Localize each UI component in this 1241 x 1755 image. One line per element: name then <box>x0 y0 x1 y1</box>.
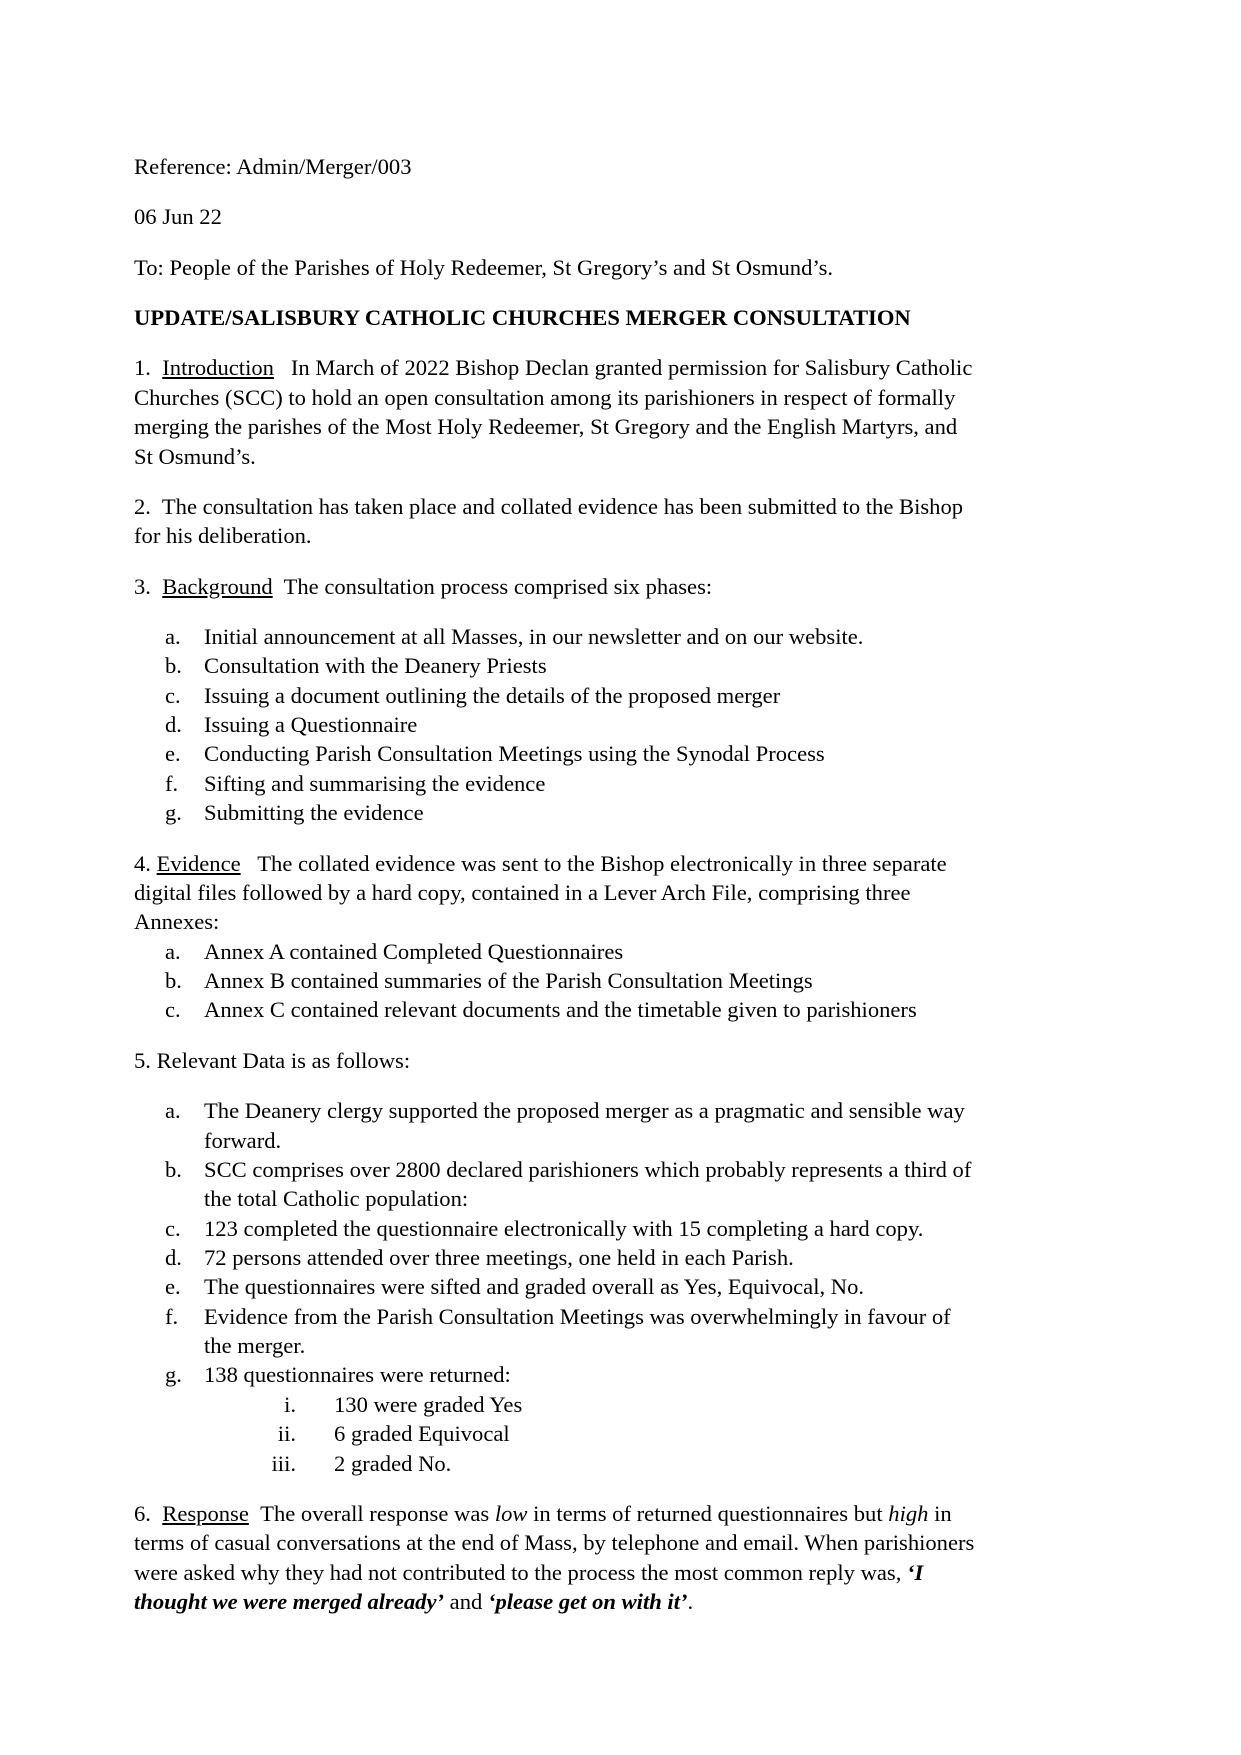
section-4-list <box>134 937 979 1025</box>
section-3-paragraph <box>134 572 979 601</box>
list-item <box>134 651 979 680</box>
list-marker: iii. <box>271 1450 296 1476</box>
list-marker: d. <box>165 712 182 738</box>
section-2-body: The consultation has taken place and collated evidence has been submitted to the Bishop for his deliberation. <box>134 493 964 549</box>
section-1-paragraph <box>134 353 979 470</box>
list-item <box>134 681 979 710</box>
section-4-term: Evidence <box>156 850 241 876</box>
list-item <box>134 798 979 827</box>
document-title: UPDATE/SALISBURY CATHOLIC CHURCHES MERGER CONSULTATION <box>134 305 911 331</box>
list-item <box>134 937 979 966</box>
section-6-text-1: The overall response was <box>260 1500 495 1526</box>
list-item <box>134 1419 979 1448</box>
list-item <box>134 1214 979 1243</box>
list-item <box>134 1360 979 1389</box>
document-body <box>134 152 979 1616</box>
list-item <box>134 1155 979 1214</box>
spacer <box>134 828 979 849</box>
section-3-number: 3. <box>134 573 151 599</box>
section-6-text-2: in terms of returned questionnaires but <box>527 1500 889 1526</box>
section-4-body: The collated evidence was sent to the Bishop electronically in three separate digital files followed by a hard copy, contained in a Lever Arch File, comprising three Annexes: <box>134 850 947 935</box>
section-5-number: 5. <box>134 1047 151 1073</box>
section-3-term: Background <box>162 573 273 599</box>
list-item <box>134 1390 979 1419</box>
list-marker: d. <box>165 1244 182 1270</box>
list-item <box>134 769 979 798</box>
list-item <box>134 1096 979 1155</box>
list-text: Annex B contained summaries of the Parish Consultation Meetings <box>204 968 813 994</box>
section-6-text-5: . <box>687 1588 694 1614</box>
list-text: Submitting the evidence <box>204 800 424 826</box>
section-3-body: The consultation process comprised six phases: <box>283 573 713 599</box>
section-6-text-4: and <box>444 1588 488 1614</box>
section-4-paragraph <box>134 849 979 937</box>
section-6-paragraph <box>134 1499 979 1616</box>
list-marker: i. <box>284 1391 296 1417</box>
list-marker: c. <box>165 997 181 1023</box>
list-item <box>134 710 979 739</box>
section-1-term: Introduction <box>162 355 274 381</box>
list-marker: a. <box>165 1098 181 1124</box>
list-item <box>134 1302 979 1361</box>
section-3-list <box>134 622 979 828</box>
list-text: Initial announcement at all Masses, in our newsletter and on our website. <box>204 623 864 649</box>
list-text: 2 graded No. <box>334 1450 452 1476</box>
reference-line: Reference: Admin/Merger/003 <box>134 154 412 179</box>
section-2-number: 2. <box>134 493 151 519</box>
section-1-body: In March of 2022 Bishop Declan granted permission for Salisbury Catholic Churches (SCC) to hold an open consultation among its parishioners in respect of formally merging the parishes of the Most Holy Redeemer, St Gregory and the English Martyrs, and St Osmund’s. <box>134 355 973 469</box>
section-1-number: 1. <box>134 355 151 381</box>
section-5-sublist <box>134 1390 979 1478</box>
list-item <box>134 1272 979 1301</box>
list-marker: g. <box>165 1362 182 1388</box>
list-marker: e. <box>165 1274 181 1300</box>
section-5-body: Relevant Data is as follows: <box>156 1047 411 1073</box>
list-item <box>134 966 979 995</box>
list-marker: g. <box>165 800 182 826</box>
addressee-line: To: People of the Parishes of Holy Redeemer, St Gregory’s and St Osmund’s. <box>134 254 834 280</box>
list-text: 123 completed the questionnaire electronically with 15 completing a hard copy. <box>204 1215 924 1241</box>
list-marker: ii. <box>277 1421 296 1447</box>
list-text: 72 persons attended over three meetings, one held in each Parish. <box>204 1244 794 1270</box>
list-text: Evidence from the Parish Consultation Meetings was overwhelmingly in favour of the merger. <box>204 1303 951 1359</box>
list-text: 138 questionnaires were returned: <box>204 1362 511 1388</box>
list-item <box>134 995 979 1024</box>
date-line: 06 Jun 22 <box>134 204 222 230</box>
section-5-list <box>134 1096 979 1390</box>
list-marker: b. <box>165 653 182 679</box>
list-marker: a. <box>165 938 181 964</box>
list-text: 6 graded Equivocal <box>334 1421 510 1447</box>
section-6-text-3: in terms of casual conversations at the end of Mass, by telephone and email. When parishioners were asked why they had not contributed to the process the most common reply was, <box>134 1500 975 1585</box>
list-marker: c. <box>165 1215 181 1241</box>
section-6-number: 6. <box>134 1500 151 1526</box>
list-item <box>134 1449 979 1478</box>
section-4-number: 4. <box>134 850 151 876</box>
list-item <box>134 1243 979 1272</box>
list-text: Annex A contained Completed Questionnaires <box>204 938 624 964</box>
list-text: Issuing a Questionnaire <box>204 712 418 738</box>
section-6-term: Response <box>162 1500 249 1526</box>
section-6-quote-2: ‘please get on with it’ <box>487 1588 688 1614</box>
section-6-italic-high: high <box>888 1500 929 1526</box>
list-item <box>134 739 979 768</box>
section-6-italic-low: low <box>494 1500 528 1526</box>
list-marker: e. <box>165 741 181 767</box>
list-text: The Deanery clergy supported the proposed merger as a pragmatic and sensible way forward. <box>204 1098 965 1153</box>
list-marker: b. <box>165 968 182 994</box>
list-marker: a. <box>165 623 181 649</box>
list-text: Consultation with the Deanery Priests <box>204 653 547 679</box>
list-item <box>134 622 979 651</box>
section-6-quote-1: ‘I thought we were merged already’ <box>134 1559 924 1614</box>
list-text: Sifting and summarising the evidence <box>204 770 546 796</box>
list-text: Annex C contained relevant documents and the timetable given to parishioners <box>204 997 917 1023</box>
spacer <box>134 1478 979 1499</box>
list-text: The questionnaires were sifted and graded overall as Yes, Equivocal, No. <box>204 1274 865 1300</box>
list-text: Conducting Parish Consultation Meetings using the Synodal Process <box>204 741 825 767</box>
list-text: Issuing a document outlining the details of the proposed merger <box>204 682 781 708</box>
list-marker: f. <box>165 1303 179 1329</box>
list-marker: c. <box>165 682 181 708</box>
spacer <box>134 1025 979 1046</box>
section-2-paragraph <box>134 492 979 551</box>
list-marker: b. <box>165 1156 182 1182</box>
list-marker: f. <box>165 770 179 796</box>
list-text: 130 were graded Yes <box>334 1391 523 1417</box>
list-text: SCC comprises over 2800 declared parishioners which probably represents a third of the total Catholic population: <box>204 1156 972 1212</box>
section-5-paragraph <box>134 1046 979 1075</box>
